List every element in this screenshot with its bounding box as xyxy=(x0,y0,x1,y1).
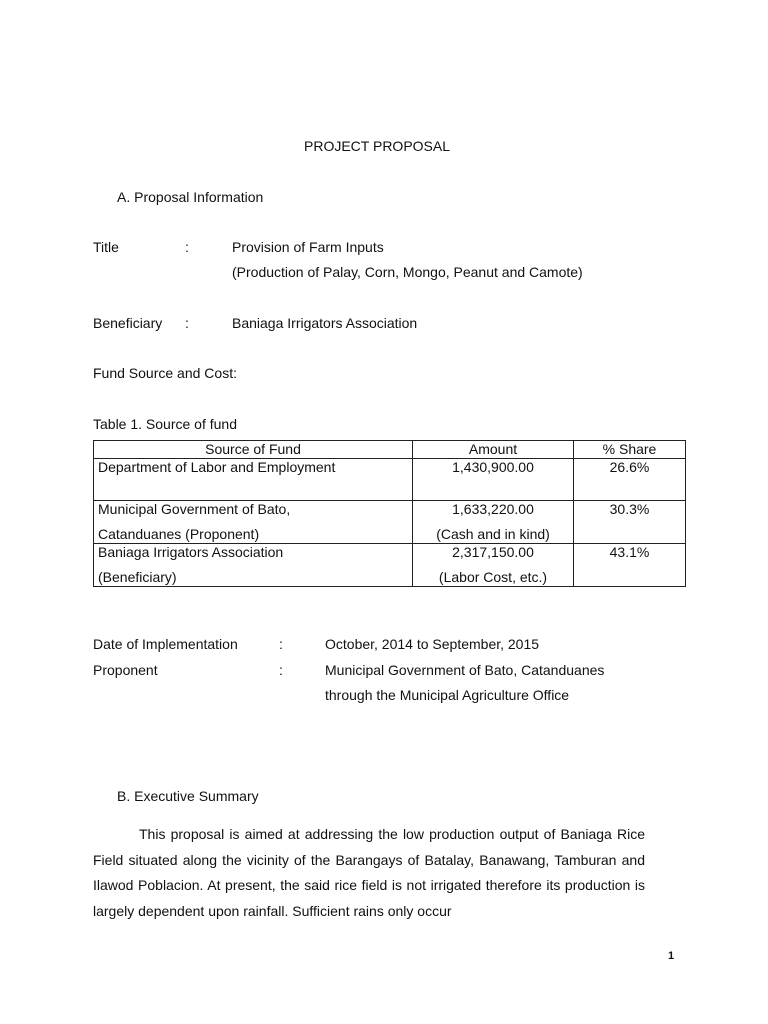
table-row xyxy=(94,544,686,587)
beneficiary-label: Beneficiary xyxy=(93,315,163,331)
table-caption: Table 1. Source of fund xyxy=(93,416,237,432)
header-share: % Share xyxy=(574,441,686,459)
title-separator: : xyxy=(185,239,189,255)
cell-source xyxy=(94,544,413,587)
executive-summary-paragraph: This proposal is aimed at addressing the low production output of Baniaga Rice Field situated along the vicinity of the Barangays of Batalay, Banawang, Tamburan and Ilawod Poblacion. At present, the said rice field is not irrigated therefore its production is largely dependent upon rainfall. Sufficient rains only occur xyxy=(93,826,645,919)
cell-amount xyxy=(413,501,574,544)
fund-heading: Fund Source and Cost: xyxy=(93,365,237,381)
beneficiary-value: Baniaga Irrigators Association xyxy=(232,315,418,331)
cell-source-line-1: Municipal Government of Bato, xyxy=(98,501,291,517)
table-row xyxy=(94,459,686,501)
cell-amount-line-1: 1,633,220.00 xyxy=(452,501,534,517)
section-b-heading: B. Executive Summary xyxy=(117,788,259,804)
cell-amount-line-2: (Cash and in kind) xyxy=(436,526,550,542)
fund-source-table xyxy=(93,440,686,587)
proponent-value-line-1: Municipal Government of Bato, Catanduanes xyxy=(325,662,605,678)
cell-source-line-1: Baniaga Irrigators Association xyxy=(98,544,284,560)
proponent-value-line-2: through the Municipal Agriculture Office xyxy=(325,687,570,703)
cell-amount-line-2: (Labor Cost, etc.) xyxy=(438,569,548,585)
cell-source xyxy=(94,459,413,501)
date-value: October, 2014 to September, 2015 xyxy=(325,636,540,652)
cell-amount-line-1: 2,317,150.00 xyxy=(452,544,534,560)
section-a-heading: A. Proposal Information xyxy=(117,189,264,205)
cell-share: 26.6% xyxy=(574,459,686,501)
date-label: Date of Implementation xyxy=(93,636,238,652)
page-number: 1 xyxy=(668,950,675,962)
cell-amount-line-1: 1,430,900.00 xyxy=(452,459,534,475)
title-label: Title xyxy=(93,239,119,255)
cell-share: 30.3% xyxy=(574,501,686,544)
date-separator: : xyxy=(279,636,283,652)
cell-share: 43.1% xyxy=(574,544,686,587)
cell-amount xyxy=(413,459,574,501)
cell-source-line-2: (Beneficiary) xyxy=(98,569,177,585)
proponent-label: Proponent xyxy=(93,662,158,678)
title-value-line-2: (Production of Palay, Corn, Mongo, Peanut and Camote) xyxy=(232,264,583,280)
document-title: PROJECT PROPOSAL xyxy=(304,138,451,154)
cell-source-line-2: Catanduanes (Proponent) xyxy=(98,526,260,542)
cell-source-line-1: Department of Labor and Employment xyxy=(98,459,336,475)
table-header-row xyxy=(94,441,686,459)
header-amount: Amount xyxy=(413,441,574,459)
proponent-separator: : xyxy=(279,662,283,678)
cell-amount xyxy=(413,544,574,587)
table-row xyxy=(94,501,686,544)
cell-source xyxy=(94,501,413,544)
header-source: Source of Fund xyxy=(94,441,413,459)
title-value-line-1: Provision of Farm Inputs xyxy=(232,239,384,255)
beneficiary-separator: : xyxy=(185,315,189,331)
